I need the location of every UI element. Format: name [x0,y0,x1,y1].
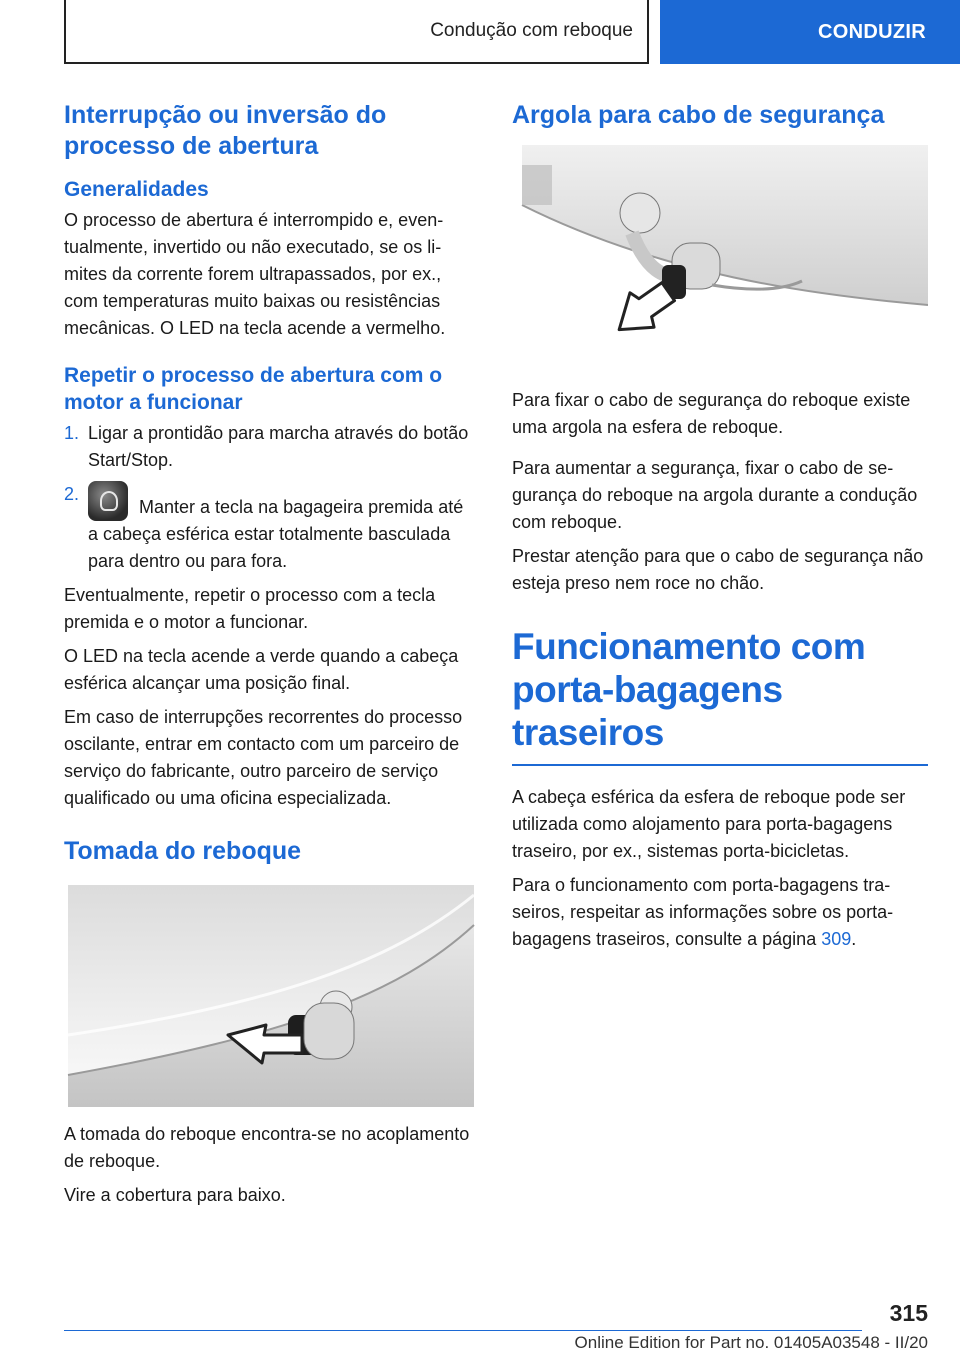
page-link-309[interactable]: 309 [821,929,852,949]
step-text: Manter a tecla na bagageira premida até a cabeça esférica estar totalmente basculada para dentro ou para fora. [88,497,464,571]
list-item [64,481,478,575]
paragraph-socket: A tomada do reboque encontra-se no acoplamento de reboque. [64,1124,470,1171]
safety-ring-photo [512,145,928,367]
heading-ring: Argola para cabo de segurança [512,101,885,129]
subheading-general: Generalidades [64,178,209,201]
paragraph-led: O LED na tecla acende a verde quando a cabeça esférica alcançar uma posição final. [64,646,459,693]
chapter-tab-label: CONDUZIR [818,20,926,43]
paragraph-cover: Vire a cobertura para baixo. [64,1185,286,1205]
step-number: 2. [64,484,80,504]
step-text: Ligar a prontidão para marcha através do botão Start/Stop. [88,423,469,470]
header-chapter-tab[interactable] [660,0,960,64]
list-item [64,420,478,474]
period: . [851,929,857,949]
paragraph-carrier-ref [512,872,928,953]
paragraph-attention: Prestar atenção para que o cabo de segurança não esteja preso nem roce no chão. [512,546,924,593]
page-number: 315 [889,1300,928,1326]
tow-hitch-button-icon [88,481,128,521]
carrier-ref-text: Para o funcionamento com porta-bagagens traseiros, respeitar as informações sobre os porta-bagagens traseiros, consulte a página [512,875,894,949]
right-column [512,100,928,960]
heading-carrier: Funcionamento com porta-bagagens traseiros [512,626,866,753]
section-rule [512,764,928,766]
heading-interrupt: Interrupção ou inversão do processo de abertura [64,101,387,160]
paragraph-eventual: Eventualmente, repetir o processo com a tecla premida e o motor a funcionar. [64,585,436,632]
tow-socket-photo [64,885,478,1107]
paragraph-safety: Para aumentar a segurança, fixar o cabo de segurança do reboque na argola durante a condução com reboque. [512,458,918,532]
paragraph-carrier: A cabeça esférica da esfera de reboque pode ser utilizada como alojamento para porta-bagagens traseiro, por ex., sistemas porta-bicicletas. [512,787,906,861]
header-section-box [64,0,649,64]
step-number: 1. [64,423,80,443]
footer-rule [64,1330,862,1331]
heading-socket: Tomada do reboque [64,837,302,865]
subheading-repeat: Repetir o processo de abertura com o motor a funcionar [64,364,443,414]
header-section-title: Condução com reboque [430,20,633,41]
paragraph-ring: Para fixar o cabo de segurança do reboque existe uma argola na esfera de reboque. [512,390,911,437]
paragraph-general: O processo de abertura é interrompido e, eventualmente, invertido ou não executado, se os limites da corrente forem ultrapassados, por ex., com temperaturas muito baixas ou resistências mecânicas. O LED na tecla acende a vermelho. [64,210,446,338]
steps-list [64,420,478,575]
footer-edition: Online Edition for Part no. 01405A03548 - II/20 [574,1333,928,1352]
paragraph-interrupts: Em caso de interrupções recorrentes do processo oscilante, entrar em contacto com um parceiro de serviço do fabricante, outro parceiro de serviço qualificado ou uma oficina especializada. [64,707,463,808]
left-column [64,100,478,1216]
